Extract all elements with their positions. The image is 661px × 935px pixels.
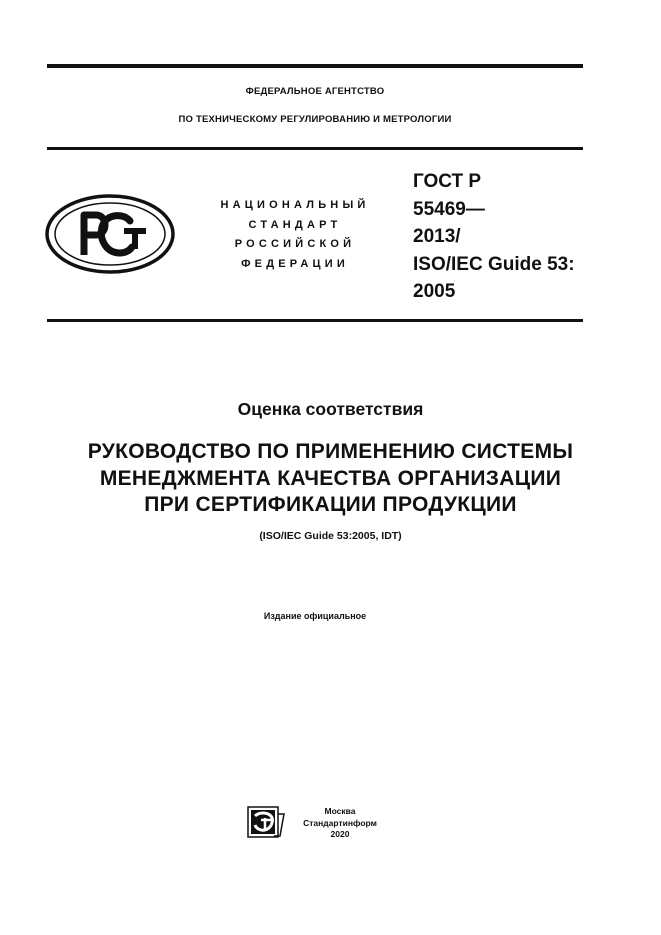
national-line-1: НАЦИОНАЛЬНЫЙ (220, 199, 370, 211)
national-line-4: ФЕДЕРАЦИИ (241, 257, 349, 270)
publisher-year: 2020 (330, 829, 350, 839)
national-line-2: СТАНДАРТ (248, 218, 342, 231)
designation-line-5: 2005 (413, 281, 456, 302)
national-line-3: РОССИЙСКОЙ (234, 238, 356, 250)
top-rule (47, 64, 583, 68)
title-line-2: МЕНЕДЖМЕНТА КАЧЕСТВА ОРГАНИЗАЦИИ (99, 466, 562, 490)
title-line-3: ПРИ СЕРТИФИКАЦИИ ПРОДУКЦИИ (144, 493, 517, 516)
publisher-name: Стандартинформ (303, 817, 377, 828)
title-line-1: РУКОВОДСТВО ПО ПРИМЕНЕНИЮ СИСТЕМЫ (87, 440, 574, 463)
designation-line-3: 2013/ (413, 226, 461, 247)
identity-note: (ISO/IEC Guide 53:2005, IDT) (259, 530, 402, 542)
publisher-city: Москва (324, 806, 356, 816)
document-title (20, 439, 641, 519)
designation-line-1: ГОСТ Р (413, 171, 482, 192)
designation-line-2: 55469— (413, 198, 485, 220)
publisher-block (290, 806, 390, 841)
standard-rule (47, 319, 583, 322)
designation-line-4: ISO/IEC Guide 53: (413, 253, 575, 275)
edition-note: Издание официальное (263, 611, 367, 621)
agency-line-1: ФЕДЕРАЛЬНОЕ АГЕНТСТВО (245, 86, 385, 97)
standard-designation (413, 168, 603, 306)
agency-line-2: ПО ТЕХНИЧЕСКОМУ РЕГУЛИРОВАНИЮ И МЕТРОЛОГИИ (178, 114, 452, 125)
header-rule (47, 147, 583, 150)
standartinform-logo-icon (247, 806, 285, 845)
document-topic: Оценка соответствия (237, 399, 424, 419)
national-standard-block (200, 196, 390, 274)
rst-certification-mark-icon (44, 193, 176, 280)
